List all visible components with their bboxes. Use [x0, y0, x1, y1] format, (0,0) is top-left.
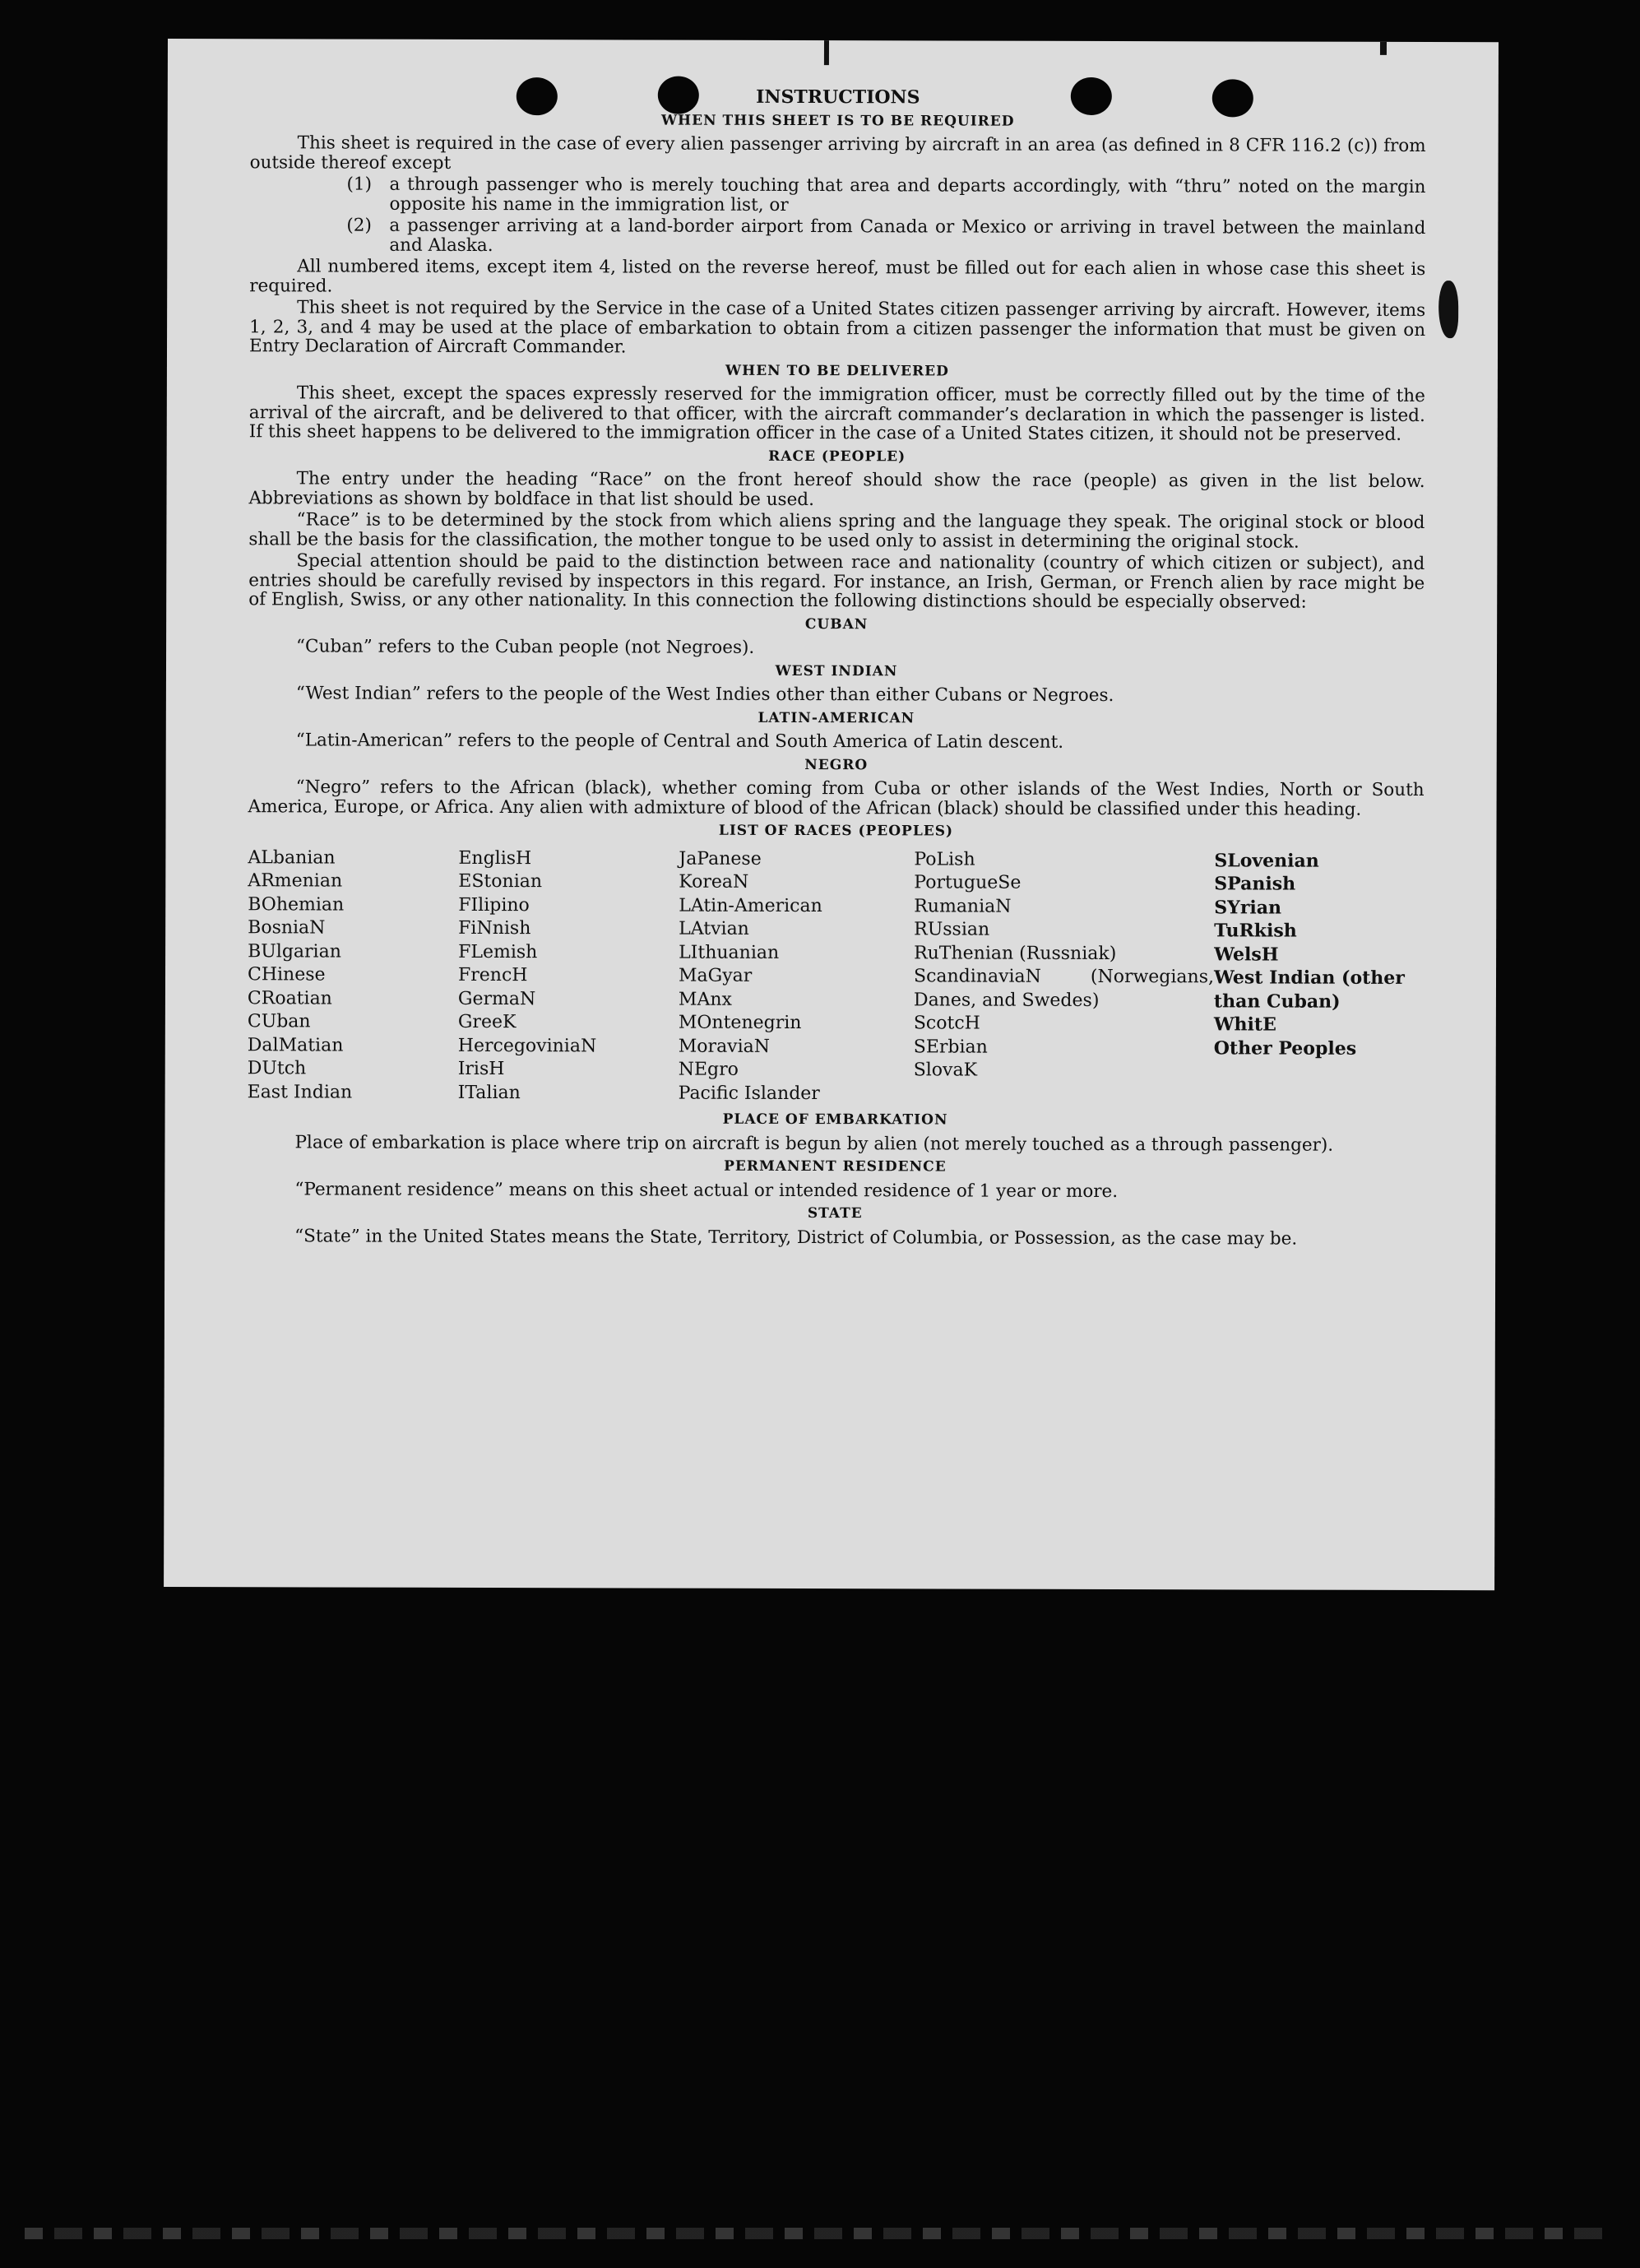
race-entry: CUban — [247, 1011, 311, 1032]
heading-state: STATE — [807, 1205, 863, 1222]
race-entry: FiNnish — [458, 917, 531, 939]
race-entry: ALbanian — [248, 846, 336, 869]
paragraph: “Negro” refers to the African (black), whether coming from Cuba or other islands of the West Indies, North or South America, Europe, or Africa. Any alien with admixture of blood of the African (black) should be classified under this heading. — [248, 777, 1425, 820]
race-entry: PoLish — [914, 848, 975, 870]
race-entry: PortugueSe — [914, 872, 1022, 893]
race-entry: ScandinaviaN (Norwegians, Danes, and Swedes) — [913, 966, 1215, 1011]
paragraph: The entry under the heading “Race” on the front hereof should show the race (people) as given in the list below. Abbreviations as shown by boldface in that list should be used. — [248, 468, 1425, 510]
races-column — [248, 846, 459, 1105]
paragraph: “Permanent residence” means on this sheet actual or intended residence of 1 year or more. — [294, 1178, 1119, 1202]
races-column — [914, 848, 1215, 1106]
race-entry: HercegoviniaN — [457, 1035, 597, 1056]
race-entry: CRoatian — [247, 987, 332, 1009]
race-entry: NEgro — [678, 1059, 739, 1080]
races-list — [248, 846, 1425, 1107]
item-number: (2) — [346, 215, 372, 236]
paragraph: “State” in the United States means the State, Territory, District of Columbia, or Possession, as the case may be. — [294, 1225, 1298, 1250]
race-entry: BosniaN — [248, 917, 326, 939]
paragraph: “Race” is to be determined by the stock from which aliens spring and the language they speak. The original stock or blood shall be the basis for the classification, the mother tongue to be used only to assist in determining the original stock. — [248, 509, 1425, 553]
race-entry: LIthuanian — [679, 942, 780, 963]
race-entry: JaPanese — [679, 848, 762, 870]
heading-latin-american: LATIN-AMERICAN — [757, 709, 915, 726]
race-entry: ScotcH — [913, 1013, 980, 1034]
heading-when-required: WHEN THIS SHEET IS TO BE REQUIRED — [660, 112, 1015, 130]
race-entry: MOntenegrin — [678, 1012, 802, 1034]
race-entry: Other Peoples — [1213, 1037, 1357, 1060]
list-item — [346, 216, 1425, 257]
heading-embarkation: PLACE OF EMBARKATION — [722, 1111, 948, 1129]
paragraph: Special attention should be paid to the distinction between race and nationality (country of which citizen or subject), and entries should be carefully revised by inspectors in this regard. For instance, an Irish, German, or French alien by race might be of English, Swiss, or any other nationality. In this connection the following distinctions should be especially observed: — [248, 550, 1425, 613]
race-entry: LAtvian — [679, 918, 749, 939]
race-entry: FrencH — [457, 964, 528, 986]
race-entry: MoraviaN — [678, 1036, 771, 1057]
race-entry: SYrian — [1214, 896, 1282, 919]
document-title: INSTRUCTIONS — [756, 86, 920, 109]
race-entry: FIlipino — [458, 894, 530, 916]
scan-mark — [824, 40, 829, 65]
race-entry: East Indian — [247, 1081, 353, 1103]
race-entry: LAtin-American — [679, 895, 822, 916]
item-text: a through passenger who is merely touching that area and departs accordingly, with “thru” noted on the margin opposite his name in the immigration list, or — [389, 174, 1426, 216]
race-entry: BOhemian — [248, 893, 345, 916]
race-entry: SLovenian — [1214, 849, 1319, 872]
document-sheet — [164, 39, 1499, 1590]
race-entry: KoreaN — [679, 871, 749, 893]
race-entry: Pacific Islander — [678, 1083, 820, 1104]
race-entry: MAnx — [678, 989, 732, 1010]
instructions-content — [247, 86, 1426, 1251]
scan-mark — [1380, 42, 1387, 55]
heading-negro: NEGRO — [804, 756, 869, 773]
race-entry: IrisH — [457, 1058, 505, 1080]
races-column — [458, 846, 679, 1105]
race-entry: FLemish — [458, 941, 538, 962]
heading-west-indian: WEST INDIAN — [775, 662, 898, 679]
race-entry: SPanish — [1214, 873, 1296, 895]
race-entry: RumaniaN — [914, 895, 1012, 917]
item-number: (1) — [346, 174, 373, 195]
race-entry: WelsH — [1214, 943, 1279, 966]
paragraph: This sheet is not required by the Service in the case of a United States citizen passenger arriving by aircraft. However, items 1, 2, 3, and 4 may be used at the place of embarkation to obtain from a citizen passenger the information that must be given on Entry Declaration of Aircraft Commander. — [248, 297, 1426, 358]
paragraph: “Latin-American” refers to the people of Central and South America of Latin descent. — [295, 730, 1064, 753]
item-text: a passenger arriving at a land-border airport from Canada or Mexico or arriving in travel between the mainland and Alaska. — [389, 215, 1426, 256]
race-entry: DalMatian — [247, 1034, 344, 1056]
list-item — [346, 175, 1425, 216]
race-entry: EnglisH — [458, 847, 532, 869]
race-entry: MaGyar — [678, 965, 753, 986]
races-column — [1214, 849, 1425, 1107]
race-entry: BUlgarian — [248, 940, 341, 962]
scan-edge-strip — [25, 2228, 1612, 2239]
heading-list-of-races: LIST OF RACES (PEOPLES) — [718, 822, 954, 840]
race-entry: WhitE — [1213, 1013, 1276, 1036]
race-entry: West Indian (other than Cuban) — [1213, 967, 1405, 1013]
paragraph: This sheet, except the spaces expressly reserved for the immigration officer, must be correctly filled out by the time of the arrival of the aircraft, and be delivered to that officer, with the aircraft commander’s declaration in which the passenger is listed. If this sheet happens to be delivered to the immigration officer in the case of a United States citizen, it should not be preserved. — [248, 383, 1425, 445]
paragraph: “West Indian” refers to the people of the West Indies other than either Cubans or Negroes. — [295, 683, 1114, 707]
races-column — [679, 847, 915, 1106]
heading-race: RACE (PEOPLE) — [768, 448, 906, 465]
race-entry: GreeK — [457, 1011, 517, 1033]
race-entry: ITalian — [457, 1082, 521, 1103]
race-entry: RuThenian (Russniak) — [914, 942, 1117, 964]
paragraph: “Cuban” refers to the Cuban people (not Negroes). — [296, 636, 755, 658]
heading-cuban: CUBAN — [804, 615, 869, 633]
ink-blot — [1438, 281, 1458, 338]
race-entry: EStonian — [458, 870, 543, 893]
race-entry: CHinese — [247, 964, 326, 986]
race-entry: ARmenian — [248, 870, 343, 892]
race-entry: GermaN — [457, 988, 536, 1009]
race-entry: RUssian — [914, 919, 990, 940]
race-entry: SErbian — [913, 1036, 988, 1058]
heading-when-delivered: WHEN TO BE DELIVERED — [725, 362, 949, 379]
race-entry: SlovaK — [913, 1060, 978, 1081]
heading-permanent-residence: PERMANENT RESIDENCE — [724, 1157, 947, 1176]
race-entry: TuRkish — [1214, 920, 1297, 942]
race-entry: DUtch — [247, 1058, 307, 1079]
paragraph: This sheet is required in the case of every alien passenger arriving by aircraft in an area (as defined in 8 CFR 116.2 (c)) from outside thereof except — [249, 132, 1426, 174]
paragraph: Place of embarkation is place where trip on aircraft is begun by alien (not merely touched as a through passenger). — [294, 1131, 1334, 1156]
paragraph: All numbered items, except item 4, listed on the reverse hereof, must be filled out for each alien in whose case this sheet is required. — [249, 256, 1426, 297]
